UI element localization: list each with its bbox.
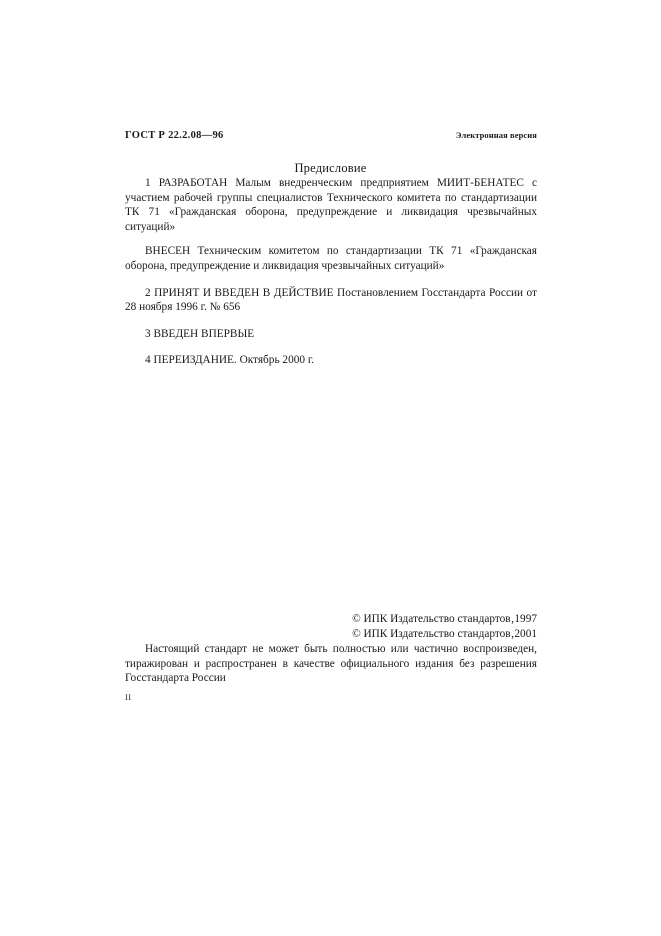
electronic-version-note: Электронная версия — [455, 130, 537, 140]
foreword-body — [125, 176, 537, 378]
clause-adopted-and-enacted: 2 ПРИНЯТ И ВВЕДЕН В ДЕЙСТВИЕ Постановлением Госстандарта России от 28 ноября 1996 г. № 656 — [125, 286, 537, 314]
page-running-header — [125, 130, 537, 141]
clause-developed-by: 1 РАЗРАБОТАН Малым внедренческим предприятием МИИТ-БЕНАТЕС с участием рабочей группы специалистов Технического комитета по стандартизации ТК 71 «Гражданская оборона, предупреждение и ликвидация чрезвычайных ситуаций» — [125, 177, 537, 233]
section-title: Предисловие — [294, 161, 367, 176]
clause-reissue: 4 ПЕРЕИЗДАНИЕ. Октябрь 2000 г. — [145, 354, 315, 367]
copyright-line-1997: © ИПК Издательство стандартов‚1997 — [352, 613, 537, 625]
clause-submitted-by: ВНЕСЕН Техническим комитетом по стандартизации ТК 71 «Гражданская оборона, предупреждение и ликвидация чрезвычайных ситуаций» — [125, 245, 537, 272]
copyright-line-2001: © ИПК Издательство стандартов‚2001 — [352, 627, 537, 640]
page-number: II — [125, 692, 132, 702]
standard-number: ГОСТ Р 22.2.08—96 — [125, 130, 224, 141]
colophon — [125, 612, 537, 686]
reproduction-restriction-note: Настоящий стандарт не может быть полностью или частично воспроизведен, тиражирован и распространен в качестве официального издания без разрешения Госстандарта России — [125, 643, 537, 685]
clause-introduced-first-time: 3 ВВЕДЕН ВПЕРВЫЕ — [145, 327, 255, 340]
